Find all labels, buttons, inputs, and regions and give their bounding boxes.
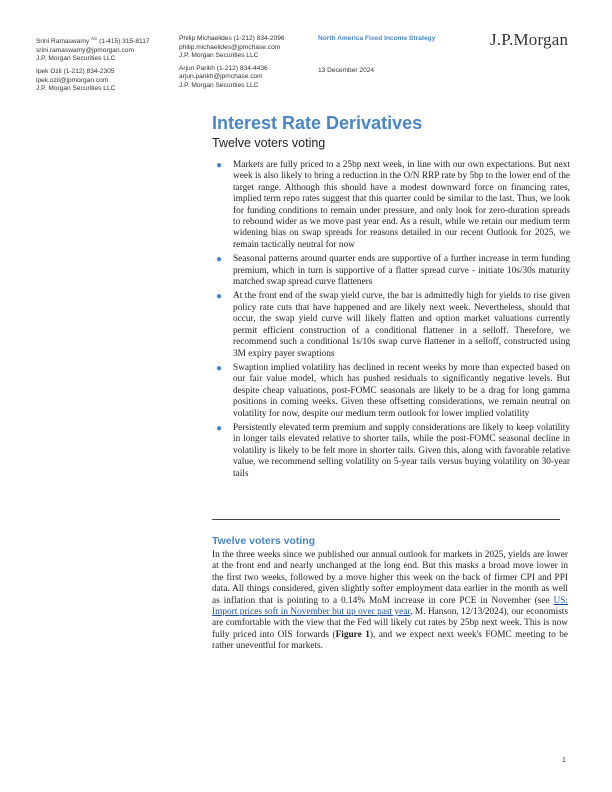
- report-date: 13 December 2024: [318, 67, 375, 74]
- author-email[interactable]: arjun.parikh@jpmchase.com: [179, 73, 263, 81]
- author-firm: J.P. Morgan Securities LLC: [179, 52, 259, 60]
- list-item: ● Markets are fully priced to a 25bp next week, in line with our own expectations. But next week is also likely to bring a reduction in the O/N RRP rate by 5bp to the lower end of the target range. Although this should have a modest downward force on financing rates, implied term repo rates suggest that this quarter could be similar to the last. Thus, we look for funding conditions to remain under pressure, and only look for zero-duration spreads to rebound wider as we move past year end. As a result, while we retain our medium term widening bias on swap spreads for reasons detailed in our recent Outlook for 2025, we remain tactically neutral for now: [216, 160, 570, 250]
- figure-reference: Figure 1: [335, 629, 370, 640]
- author-line: Philip Michaelides (1-212) 834-2096: [179, 35, 285, 42]
- list-item: ● Seasonal patterns around quarter ends are supportive of a further increase in term funding premium, which in turn is supportive of a flatter spread curve - initiate 10s/30s maturity matched swap spread curve flatteners: [216, 254, 570, 288]
- key-points-list: [212, 160, 570, 483]
- author-firm: J.P. Morgan Securities LLC: [36, 85, 116, 93]
- bullet-icon: ●: [216, 254, 223, 266]
- author-line: Ipek Ozil (1-212) 834-2305: [36, 67, 115, 75]
- list-item: ● At the front end of the swap yield curve, the bar is admittedly high for yields to rise given policy rate cuts that have happened and are likely next week. Nevertheless, should that occur, the swap yield curve will likely flatten and option market valuations currently permit efficient construction of a conditional flattener in a selloff. Therefore, we recommend such a conditional 1s/10s swap curve flattener in a selloff, constructed using 3M expiry payer swaptions: [216, 291, 570, 359]
- bullet-icon: ●: [216, 291, 223, 303]
- author-line: Arjun Parikh (1-212) 834-4436: [179, 64, 268, 72]
- section-paragraph: In the three weeks since we published our annual outlook for markets in 2025, yields are lower at the front end and nearly unchanged at the long end. But this masks a broad move lower in the first two weeks, followed by a move higher this week on the back of firmer CPI and PPI data. All things considered, given slightly softer employment data earlier in the month as well as inflation that is pointing to a 0.14% MoM increase in core PCE in November (see US: Import prices soft in November but up over past year, M. Hanson, 12/13/2024), our economists are comfortable with the view that the Fed will likely cut rates by 25bp next week. This is now fully priced into OIS forwards (Figure 1), and we expect next week's FOMC meeting to be rather uneventful for markets.: [212, 550, 569, 652]
- author-email[interactable]: philip.michaelides@jpmchase.com: [179, 43, 281, 51]
- section-heading: Twelve voters voting: [212, 535, 316, 547]
- list-item: ● Swaption implied volatility has declined in recent weeks by more than expected based on our fair value model, which has pushed residuals to significantly negative levels. But despite cheap valuations, post-FOMC seasonals are likely to be a drag for long gamma positions in coming weeks. Given these offsetting considerations, we remain neutral on volatility for now, despite our medium term outlook for lower implied volatility: [216, 362, 570, 419]
- bullet-icon: ●: [216, 362, 223, 374]
- bullet-icon: ●: [216, 422, 223, 434]
- author-email[interactable]: ipek.ozil@jpmorgan.com: [36, 76, 109, 84]
- department-label: North America Fixed Income Strategy: [318, 35, 436, 42]
- author-line: Srini Ramaswamy $^{AC}$ (1-415) 315-8117: [36, 36, 150, 46]
- list-item: ● Persistently elevated term premium and supply considerations are likely to keep volatility in longer tails elevated relative to shorter tails, while the post-FOMC seasonal decline in volatility is likely to be felt more in shorter tails. Given this, along with favorable relative value, we recommend selling volatility on 5-year tails versus buying volatility on 30-year tails: [216, 422, 570, 479]
- report-link[interactable]: US: Import prices soft in November but up over past year: [212, 595, 568, 618]
- page-number: 1: [562, 757, 566, 764]
- page-subtitle: Twelve voters voting: [212, 136, 326, 150]
- author-email[interactable]: srini.ramaswamy@jpmorgan.com: [36, 46, 134, 54]
- author-column-1: [36, 35, 150, 94]
- author-column-2: [179, 35, 285, 91]
- bullet-icon: ●: [216, 160, 223, 171]
- page-title: Interest Rate Derivatives: [212, 113, 423, 133]
- author-firm: J.P. Morgan Securities LLC: [179, 81, 259, 89]
- jpmorgan-logo: J.P.Morgan: [490, 30, 569, 49]
- author-firm: J.P. Morgan Securities LLC: [36, 55, 116, 63]
- section-divider: [212, 519, 560, 520]
